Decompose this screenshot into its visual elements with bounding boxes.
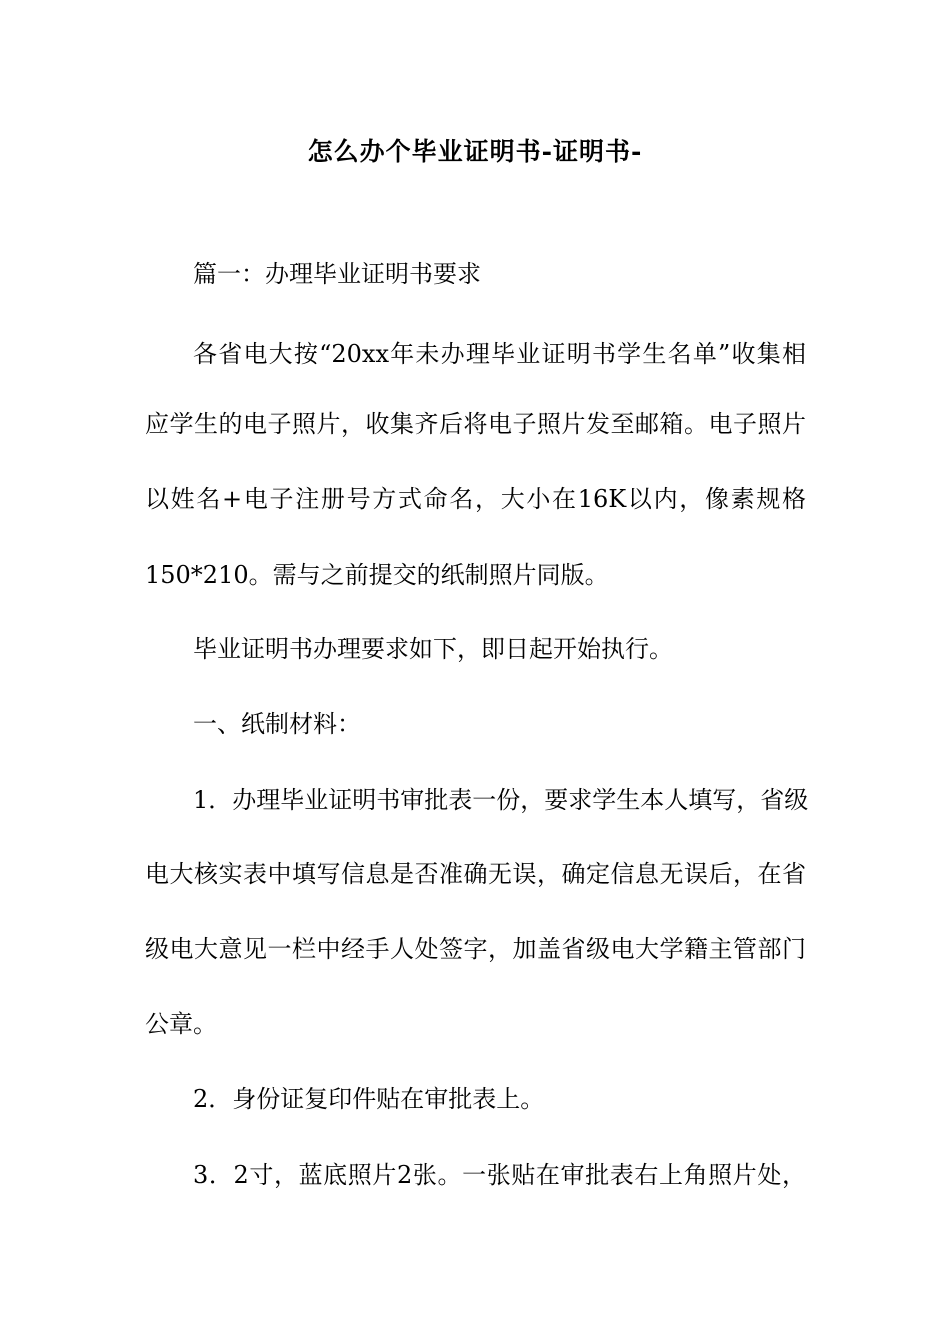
paragraph-line: 以姓名+电子注册号方式命名，大小在16K以内，像素规格 (145, 485, 806, 513)
paragraph-line: 2．身份证复印件贴在审批表上。 (193, 1085, 545, 1113)
paragraph-line: 毕业证明书办理要求如下，即日起开始执行。 (193, 635, 673, 663)
paragraph-line: 应学生的电子照片，收集齐后将电子照片发至邮箱。电子照片 (145, 410, 806, 438)
document-title: 怎么办个毕业证明书-证明书- (307, 137, 643, 166)
subsection-heading: 一、纸制材料： (193, 710, 361, 738)
paragraph-line: 各省电大按“20xx年未办理毕业证明书学生名单”收集相 (193, 340, 806, 368)
paragraph-line: 公章。 (145, 1010, 217, 1038)
paragraph-line: 150*210。需与之前提交的纸制照片同版。 (145, 561, 609, 589)
paragraph-line: 级电大意见一栏中经手人处签字，加盖省级电大学籍主管部门 (145, 935, 806, 963)
paragraph-line: 3．2寸，蓝底照片2张。一张贴在审批表右上角照片处， (193, 1161, 806, 1189)
paragraph-line: 电大核实表中填写信息是否准确无误，确定信息无误后，在省 (145, 860, 806, 888)
section-heading: 篇一：办理毕业证明书要求 (193, 260, 481, 288)
paragraph-line: 1．办理毕业证明书审批表一份，要求学生本人填写，省级 (193, 786, 809, 814)
